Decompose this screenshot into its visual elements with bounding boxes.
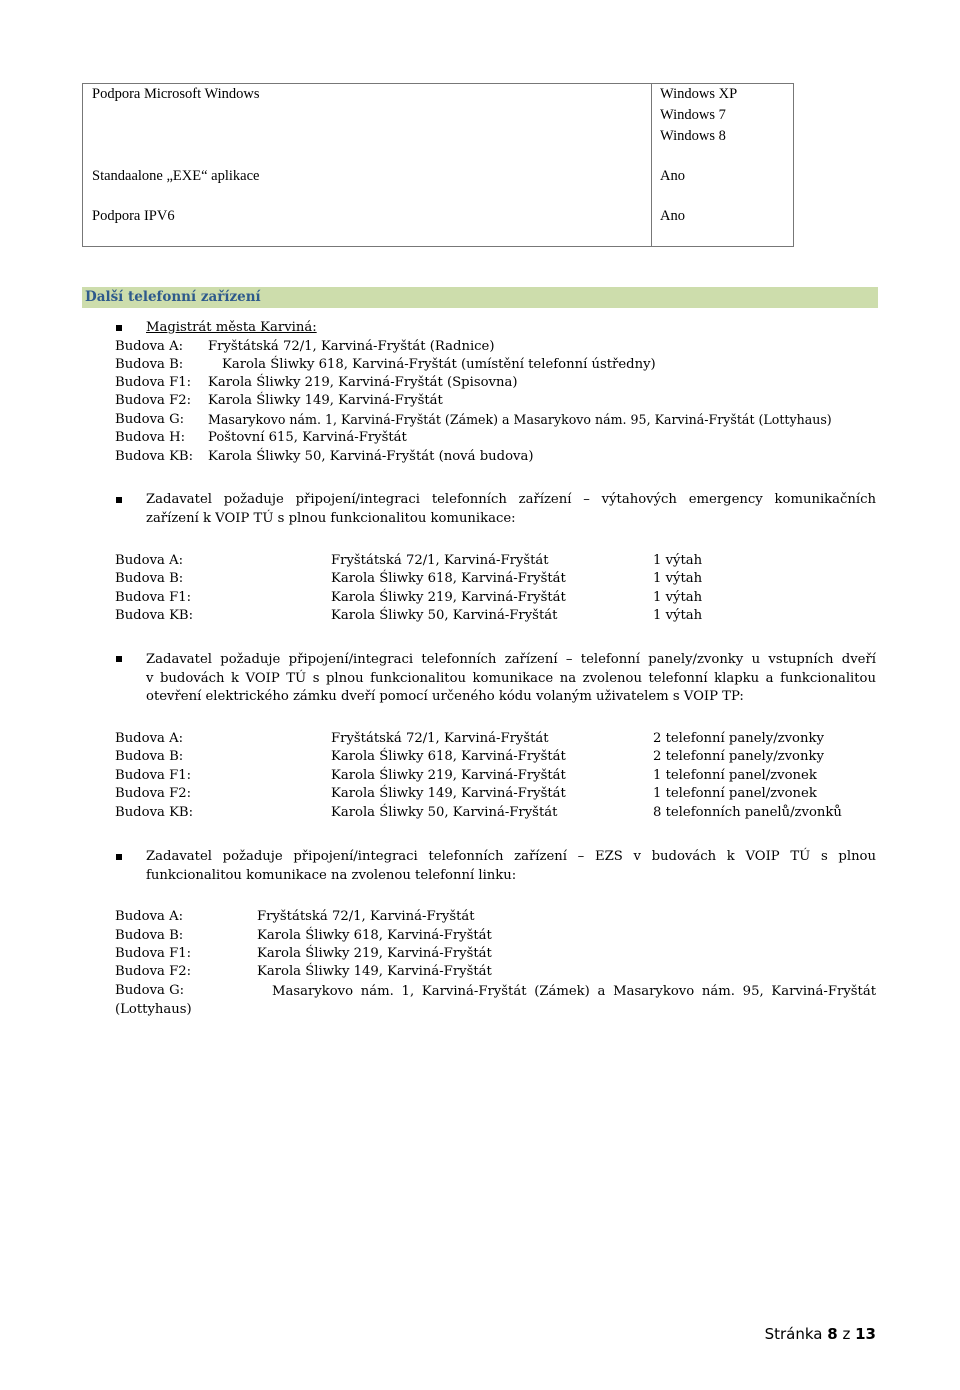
table-cell: Ano — [660, 168, 685, 184]
device-count: 2 telefonní panely/zvonky — [653, 749, 824, 764]
list-title: Magistrát města Karviná: — [146, 320, 317, 335]
paragraph — [146, 491, 876, 528]
paragraph-line: Zadavatel požaduje připojení/integraci telefonních zařízení – EZS v budovách k VOIP TÚ s plnou — [146, 849, 876, 864]
building-key: Budova F2: — [115, 786, 192, 801]
building-address: Karola Śliwky 149, Karviná-Fryštát — [331, 786, 566, 801]
building-address: Karola Śliwky 219, Karviná-Fryštát — [331, 768, 566, 783]
device-count: 1 výtah — [653, 608, 703, 623]
building-key: Budova F2: — [115, 964, 192, 979]
building-key: Budova A: — [115, 553, 184, 568]
table-cell: Ano — [660, 208, 685, 224]
building-address: Fryštátská 72/1, Karviná-Fryštát — [257, 909, 475, 924]
building-key: Budova G: — [115, 983, 185, 998]
building-key: Budova F1: — [115, 590, 192, 605]
building-key: Budova B: — [115, 357, 184, 372]
building-key: Budova F1: — [115, 768, 192, 783]
building-address: Karola Śliwky 618, Karviná-Fryštát — [331, 749, 566, 764]
bullet-icon — [116, 854, 122, 860]
paragraph-line: otevření elektrického zámku dveří pomocí určeného kódu volaným uživatelem s VOIP TP: — [146, 689, 744, 704]
building-address: Karola Śliwky 149, Karviná-Fryštát — [257, 964, 492, 979]
building-key: Budova KB: — [115, 449, 194, 464]
building-key: Budova F2: — [115, 393, 192, 408]
building-key: Budova A: — [115, 909, 184, 924]
paragraph — [146, 848, 876, 885]
paragraph-line: zařízení k VOIP TÚ s plnou funkcionalitou komunikace: — [146, 510, 516, 526]
table-cell: Windows 8 — [660, 128, 726, 144]
bullet-icon — [116, 656, 122, 662]
building-key: Budova F1: — [115, 375, 192, 390]
device-count: 1 telefonní panel/zvonek — [653, 768, 817, 783]
building-key: Budova A: — [115, 731, 184, 746]
table-row-label: Podpora Microsoft Windows — [92, 86, 260, 102]
paragraph-line: funkcionalitou komunikace na zvolenou telefonní linku: — [146, 867, 517, 883]
table-row-label: Podpora IPV6 — [92, 208, 175, 224]
bullet-icon — [116, 325, 122, 331]
section-heading: Další telefonní zařízení — [85, 289, 261, 305]
building-address: Fryštátská 72/1, Karviná-Fryštát (Radnice) — [208, 339, 495, 354]
building-key: Budova KB: — [115, 805, 194, 820]
page-number: 8 — [827, 1325, 838, 1343]
building-address: Karola Śliwky 618, Karviná-Fryštát — [331, 571, 566, 586]
building-address: Fryštátská 72/1, Karviná-Fryštát — [331, 553, 549, 568]
device-count: 1 telefonní panel/zvonek — [653, 786, 817, 801]
building-address: Karola Śliwky 50, Karviná-Fryštát — [331, 608, 558, 623]
device-count: 2 telefonní panely/zvonky — [653, 731, 824, 746]
building-address: Fryštátská 72/1, Karviná-Fryštát — [331, 731, 549, 746]
page-footer — [765, 1325, 876, 1343]
table-row-label: Standaalone „EXE“ aplikace — [92, 168, 260, 184]
building-address: Karola Śliwky 219, Karviná-Fryštát — [257, 946, 492, 961]
paragraph-line: Zadavatel požaduje připojení/integraci telefonních zařízení – telefonní panely/zvonky u vstupních dveří — [146, 652, 876, 667]
building-key: Budova B: — [115, 928, 184, 943]
page-total: 13 — [855, 1325, 876, 1343]
building-key: Budova H: — [115, 430, 186, 445]
building-key: Budova B: — [115, 749, 184, 764]
device-count: 1 výtah — [653, 571, 703, 586]
device-count: 1 výtah — [653, 590, 703, 605]
building-address: Masarykovo nám. 1, Karviná-Fryštát (Zámek) a Masarykovo nám. 95, Karviná-Fryštát (Lottyhaus) — [208, 412, 832, 427]
footer-prefix: Stránka — [764, 1325, 823, 1343]
building-address: Karola Śliwky 149, Karviná-Fryštát — [208, 393, 443, 408]
building-address: Karola Śliwky 618, Karviná-Fryštát (umístění telefonní ústředny) — [222, 357, 656, 372]
device-count: 1 výtah — [653, 553, 703, 568]
building-key: Budova B: — [115, 571, 184, 586]
paragraph-line: Zadavatel požaduje připojení/integraci telefonních zařízení – výtahových emergency komunikačních — [146, 492, 876, 507]
building-address-cont: (Lottyhaus) — [115, 1002, 192, 1017]
table-divider — [651, 84, 652, 246]
section-heading-bar — [82, 287, 878, 308]
building-address: Karola Śliwky 219, Karviná-Fryštát (Spisovna) — [208, 375, 518, 390]
building-address: Karola Śliwky 618, Karviná-Fryštát — [257, 928, 492, 943]
bullet-icon — [116, 497, 122, 503]
building-key: Budova F1: — [115, 946, 192, 961]
paragraph — [146, 651, 876, 707]
building-address: Karola Śliwky 50, Karviná-Fryštát (nová budova) — [208, 449, 534, 464]
building-key: Budova G: — [115, 412, 185, 427]
building-address: Karola Śliwky 219, Karviná-Fryštát — [331, 590, 566, 605]
device-count: 8 telefonních panelů/zvonků — [653, 805, 842, 820]
table-cell: Windows XP — [660, 86, 738, 102]
building-address: Poštovní 615, Karviná-Fryštát — [208, 430, 407, 445]
paragraph-line: v budovách k VOIP TÚ s plnou funkcionalitou komunikace na zvolenou telefonní klapku a funkcionalitou — [146, 670, 876, 686]
building-key: Budova KB: — [115, 608, 194, 623]
footer-sep: z — [842, 1325, 851, 1343]
building-key: Budova A: — [115, 339, 184, 354]
table-cell: Windows 7 — [660, 107, 726, 123]
building-address: Karola Śliwky 50, Karviná-Fryštát — [331, 805, 558, 820]
building-address — [272, 983, 876, 1001]
building-address-line: Masarykovo nám. 1, Karviná-Fryštát (Zámek) a Masarykovo nám. 95, Karviná-Fryštát — [272, 984, 876, 999]
